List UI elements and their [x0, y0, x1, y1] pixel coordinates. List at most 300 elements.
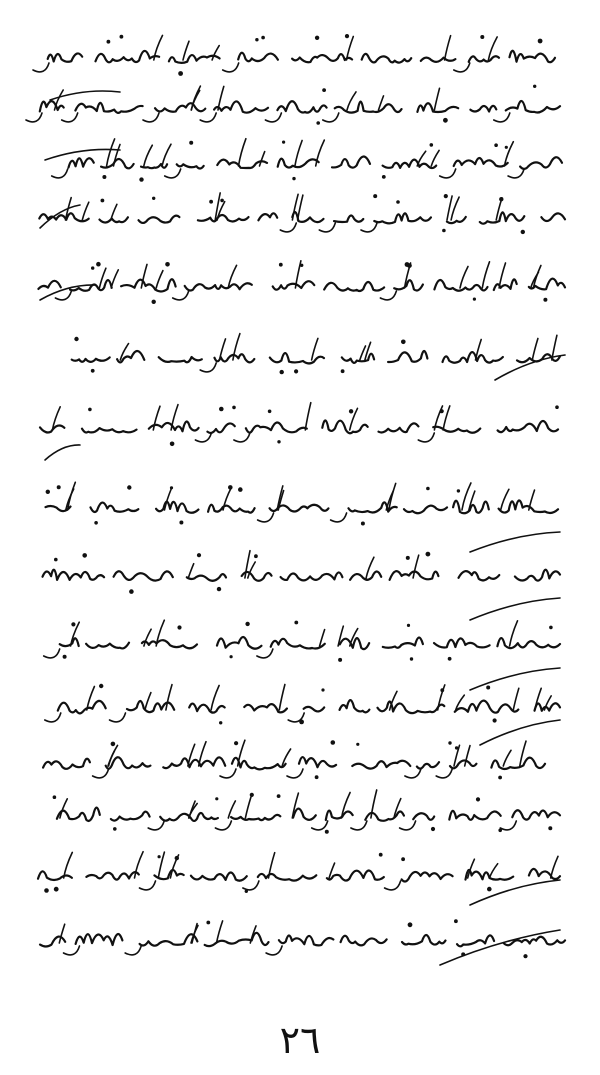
handwriting-line-1-word-4	[362, 54, 412, 63]
handwriting-line-2-word-9	[40, 101, 64, 111]
handwriting-dot	[476, 797, 480, 801]
handwriting-dot	[401, 857, 405, 861]
handwriting-line-7-word-4	[322, 420, 367, 433]
handwriting-dot	[74, 337, 78, 341]
handwriting-dot	[473, 298, 476, 301]
handwriting-line-14-word-8	[86, 872, 138, 879]
handwriting-dot	[178, 71, 183, 76]
handwriting-dot	[322, 88, 326, 92]
handwriting-dot	[129, 589, 134, 594]
handwriting-dot	[245, 890, 248, 893]
handwriting-descender	[52, 169, 68, 178]
handwriting-dot	[99, 684, 103, 688]
handwriting-descender	[173, 291, 189, 300]
handwriting-line-5-word-2	[494, 279, 517, 290]
handwriting-line-10-word-1	[497, 638, 560, 648]
handwriting-line-12-word-1	[491, 758, 545, 769]
handwriting-descender	[405, 769, 421, 778]
handwriting-line-15-word-1	[504, 937, 565, 945]
handwriting-line-11-word-3	[378, 702, 445, 714]
handwriting-dot	[407, 624, 410, 627]
handwriting-descender	[312, 821, 328, 830]
handwriting-dot	[494, 143, 498, 147]
handwriting-descender	[33, 63, 49, 72]
handwriting-dot	[57, 485, 61, 489]
handwriting-ascender	[156, 620, 164, 646]
handwriting-ascender	[239, 139, 246, 166]
handwriting-dot	[442, 229, 446, 233]
handwriting-line-11-word-2	[455, 701, 519, 713]
marginal-note-stroke-8	[470, 598, 560, 620]
handwriting-line-1-word-6	[238, 53, 278, 61]
handwriting-descender	[440, 169, 456, 178]
handwriting-dot	[197, 553, 201, 557]
handwriting-descender	[508, 169, 524, 178]
handwriting-descender	[200, 113, 216, 122]
handwriting-line-2-word-1	[506, 101, 560, 112]
handwriting-descender	[243, 881, 259, 890]
marginal-note-stroke-11	[470, 880, 560, 905]
handwriting-line-11-word-7	[189, 704, 225, 713]
handwriting-descender	[62, 113, 78, 122]
handwriting-line-10-word-3	[383, 638, 423, 648]
handwriting-ascender	[145, 693, 151, 710]
handwriting-ascender	[342, 793, 351, 819]
handwriting-descender	[331, 513, 347, 522]
handwriting-line-3-word-4	[332, 157, 370, 168]
handwriting-ascender	[316, 140, 325, 166]
handwriting-dot	[410, 657, 413, 660]
handwriting-descender	[220, 769, 236, 778]
handwriting-dot	[111, 742, 116, 747]
handwriting-line-4-word-1	[541, 213, 565, 221]
handwriting-line-15-word-6	[205, 933, 269, 946]
handwriting-dot	[405, 262, 410, 267]
handwriting-descender	[143, 113, 159, 122]
handwriting-line-12-word-6	[232, 758, 286, 770]
marginal-note-stroke-10	[480, 720, 560, 745]
handwriting-descender	[266, 946, 282, 955]
handwriting-dot	[431, 827, 435, 831]
handwriting-line-5-word-5	[324, 282, 384, 291]
handwriting-line-9-word-9	[43, 570, 105, 580]
handwriting-dot	[349, 409, 353, 413]
handwriting-dot	[331, 740, 336, 745]
handwriting-ascender	[503, 750, 511, 766]
handwriting-line-13-word-1	[512, 810, 560, 819]
handwriting-descender	[223, 63, 239, 72]
handwriting-line-1-word-1	[510, 51, 556, 62]
handwriting-dot	[487, 887, 492, 892]
handwriting-dot	[345, 34, 349, 38]
handwriting-line-12-word-7	[163, 757, 225, 768]
handwriting-descender	[258, 513, 274, 522]
handwriting-dot	[505, 146, 508, 149]
handwriting-line-4-word-9	[139, 216, 180, 223]
handwriting-line-3-word-7	[177, 164, 204, 168]
handwriting-line-9-word-1	[515, 570, 560, 581]
handwriting-ascender	[82, 202, 89, 220]
handwriting-dot	[316, 121, 320, 125]
handwriting-line-13-word-9	[111, 812, 150, 821]
handwriting-line-6-word-2	[443, 352, 503, 363]
handwriting-dot	[444, 194, 448, 198]
handwriting-line-7-word-6	[207, 423, 234, 433]
handwriting-descender	[26, 113, 42, 122]
handwriting-dot	[341, 369, 345, 373]
handwriting-line-15-word-2	[457, 935, 494, 946]
handwriting-dot	[179, 521, 183, 525]
handwriting-line-1-word-8	[96, 51, 160, 62]
handwriting-ascender	[305, 403, 311, 430]
handwriting-descender	[125, 946, 141, 955]
handwriting-descender	[323, 113, 339, 122]
handwriting-descender	[351, 821, 367, 830]
handwriting-line-6-word-4	[342, 354, 374, 363]
handwriting-descender	[215, 821, 231, 830]
handwriting-dot	[448, 741, 451, 744]
handwriting-dot	[277, 440, 280, 443]
handwriting-descender	[380, 291, 396, 300]
handwriting-line-4-word-2	[480, 212, 525, 223]
handwriting-line-10-word-4	[340, 638, 369, 649]
handwriting-dot	[189, 141, 193, 145]
handwriting-dot	[250, 793, 254, 797]
handwriting-line-4-word-11	[39, 213, 88, 221]
handwriting-dot	[165, 262, 170, 267]
handwriting-descender	[319, 223, 335, 232]
handwriting-dot	[245, 622, 249, 626]
handwriting-line-3-word-3	[383, 160, 437, 168]
handwriting-line-12-word-4	[352, 761, 410, 769]
handwriting-ascender	[460, 267, 468, 289]
handwriting-line-11-word-5	[304, 707, 325, 712]
handwriting-line-5-word-4	[394, 280, 423, 290]
handwriting-ascender	[188, 564, 193, 578]
handwriting-dot	[54, 887, 59, 892]
handwriting-line-15-word-3	[402, 935, 446, 945]
handwriting-dot	[523, 954, 527, 958]
handwriting-ascender	[162, 144, 171, 166]
handwriting-ascender	[111, 270, 118, 288]
handwriting-dot	[230, 655, 233, 658]
handwriting-line-7-word-2	[433, 427, 480, 433]
handwriting-dot	[158, 855, 161, 858]
handwriting-line-1-word-5	[292, 54, 352, 62]
handwriting-dot	[254, 554, 258, 558]
handwriting-line-15-word-8	[76, 934, 123, 945]
handwriting-dot	[361, 522, 365, 526]
handwriting-line-10-word-9	[60, 638, 79, 646]
handwriting-dot	[53, 795, 57, 799]
handwriting-ascender	[451, 197, 459, 220]
handwriting-line-7-word-7	[149, 422, 199, 432]
handwriting-line-13-word-7	[231, 815, 280, 820]
handwriting-line-10-word-8	[86, 643, 129, 649]
handwriting-line-15-word-7	[140, 934, 198, 945]
handwriting-line-8-word-1	[499, 500, 558, 513]
handwriting-line-13-word-3	[413, 813, 434, 820]
handwriting-dot	[401, 340, 406, 345]
handwriting-descender	[287, 769, 303, 778]
handwriting-dot	[88, 408, 92, 412]
handwriting-line-3-word-5	[278, 159, 319, 168]
marginal-note-stroke-9	[470, 668, 560, 690]
handwriting-line-8-word-6	[208, 505, 255, 513]
handwriting-line-7-word-1	[498, 421, 558, 432]
handwriting-ascender	[64, 852, 73, 878]
handwriting-ascender	[279, 685, 285, 711]
handwriting-dot	[315, 775, 319, 779]
handwriting-line-6-word-3	[388, 351, 427, 362]
handwriting-dot	[152, 197, 155, 200]
handwriting-dot	[548, 826, 552, 830]
handwriting-line-5-word-6	[273, 281, 315, 290]
handwriting-line-11-word-9	[58, 701, 106, 713]
handwriting-line-4-word-6	[292, 212, 323, 222]
handwriting-dot	[71, 622, 75, 626]
handwriting-descender	[165, 169, 181, 178]
handwriting-dot	[96, 262, 101, 267]
handwriting-ascender	[501, 489, 509, 510]
handwriting-ascender	[60, 799, 67, 818]
handwriting-descender	[64, 946, 80, 955]
handwriting-dot	[120, 35, 124, 39]
handwriting-line-3-word-9	[101, 159, 134, 168]
handwriting-line-8-word-3	[404, 506, 447, 514]
handwriting-ascender	[218, 86, 224, 110]
handwriting-dot	[219, 721, 222, 724]
handwriting-line-14-word-6	[191, 873, 247, 881]
handwriting-dot	[454, 919, 458, 923]
handwriting-ascender	[510, 621, 518, 646]
handwriting-line-2-word-5	[277, 101, 326, 112]
handwriting-descender	[280, 223, 296, 232]
handwriting-line-4-word-3	[447, 217, 466, 223]
handwriting-line-7-word-8	[82, 428, 137, 432]
handwriting-descender	[140, 881, 156, 890]
handwriting-line-14-word-4	[327, 871, 384, 881]
handwriting-ascender	[482, 262, 489, 288]
handwriting-descender	[195, 433, 211, 442]
handwriting-line-4-word-10	[100, 217, 128, 222]
handwriting-line-9-word-5	[281, 572, 343, 580]
handwriting-dot	[54, 558, 58, 562]
handwriting-dot	[498, 776, 502, 780]
handwriting-line-7-word-5	[246, 422, 307, 432]
handwriting-dot	[234, 741, 238, 745]
handwriting-line-8-word-8	[91, 503, 139, 512]
handwriting-dot	[538, 39, 543, 44]
handwriting-dot	[521, 230, 525, 234]
handwriting-descender	[110, 713, 126, 722]
handwriting-dot	[396, 200, 400, 204]
handwriting-dot	[170, 442, 175, 447]
handwriting-line-2-word-6	[214, 101, 268, 112]
handwriting-line-2-word-8	[75, 103, 142, 113]
handwriting-ascender	[347, 37, 354, 61]
handwriting-dot	[321, 688, 324, 691]
handwriting-dot	[63, 655, 67, 659]
handwriting-line-4-word-8	[198, 215, 249, 221]
handwriting-line-8-word-7	[156, 502, 198, 513]
handwriting-line-14-word-1	[529, 869, 560, 879]
handwriting-ascender	[156, 271, 163, 288]
handwriting-dot	[209, 200, 213, 204]
handwriting-line-13-word-2	[449, 811, 500, 820]
handwriting-descender	[385, 881, 401, 890]
handwriting-line-4-word-7	[258, 213, 277, 220]
handwriting-line-7-word-3	[379, 423, 419, 432]
handwriting-descender	[44, 649, 60, 658]
handwriting-ascender	[513, 688, 519, 710]
handwriting-dot	[255, 38, 258, 41]
marginal-note-stroke-12	[440, 930, 560, 965]
handwriting-line-6-word-5	[270, 353, 324, 363]
handwriting-dot	[46, 490, 50, 494]
handwriting-dot	[382, 175, 386, 179]
handwriting-dot	[261, 36, 265, 40]
handwriting-dot	[315, 36, 319, 40]
handwriting-dot	[280, 370, 284, 374]
handwriting-descender	[234, 433, 250, 442]
handwriting-dot	[139, 177, 143, 181]
handwriting-line-1-word-3	[421, 58, 456, 62]
handwriting-dot	[555, 405, 559, 409]
handwriting-ascender	[413, 555, 419, 578]
handwriting-line-13-word-5	[326, 811, 353, 820]
handwriting-dot	[426, 552, 431, 557]
handwriting-dot	[543, 298, 547, 302]
handwriting-ascender	[114, 145, 121, 167]
handwriting-dot	[533, 85, 536, 88]
handwriting-ascender	[505, 142, 514, 166]
handwriting-dot	[113, 827, 117, 831]
handwriting-line-2-word-7	[155, 103, 205, 112]
handwriting-ascender	[295, 141, 302, 167]
handwriting-ascender	[68, 482, 76, 510]
handwriting-dot	[426, 487, 430, 491]
handwriting-line-5-word-8	[121, 279, 176, 291]
handwriting-dot	[457, 489, 460, 492]
handwriting-line-10-word-2	[434, 638, 490, 647]
handwriting-line-12-word-9	[43, 759, 90, 769]
handwriting-dot	[455, 746, 458, 749]
handwriting-ascender	[245, 797, 251, 818]
handwriting-line-12-word-3	[417, 762, 439, 768]
handwriting-line-14-word-5	[258, 874, 317, 881]
handwriting-descender	[265, 113, 281, 122]
page-number: ٢٦	[279, 1018, 321, 1062]
handwriting-line-15-word-4	[341, 936, 387, 946]
handwriting-descender	[418, 433, 434, 442]
handwriting-line-5-word-7	[185, 283, 252, 290]
handwriting-dot	[219, 407, 224, 412]
handwriting-descender	[45, 713, 61, 722]
handwriting-dot	[44, 888, 49, 893]
handwriting-line-15-word-5	[279, 936, 334, 946]
handwriting-dot	[499, 197, 503, 201]
handwriting-dot	[480, 35, 484, 39]
handwriting-line-9-word-8	[114, 571, 173, 580]
handwriting-line-4-word-5	[334, 216, 363, 223]
handwriting-dot	[102, 175, 106, 179]
handwriting-ascender	[298, 195, 303, 220]
handwriting-dot	[292, 177, 295, 180]
handwriting-line-15-word-9	[40, 937, 65, 947]
handwriting-dot	[440, 409, 444, 413]
handwriting-line-3-word-2	[454, 158, 508, 167]
handwriting-ascender	[220, 339, 226, 360]
handwriting-ascender	[312, 338, 318, 360]
handwriting-dot	[94, 521, 98, 525]
handwriting-descender	[454, 63, 470, 72]
handwriting-dot	[325, 830, 329, 834]
handwriting-dot	[279, 263, 283, 267]
handwriting-ascender	[228, 801, 235, 818]
handwriting-dot	[82, 553, 87, 558]
handwriting-ascender	[445, 36, 451, 60]
handwriting-dot	[498, 829, 502, 833]
handwriting-line-14-word-3	[402, 872, 453, 882]
handwriting-descender	[494, 113, 510, 122]
handwriting-descender	[257, 649, 273, 658]
handwriting-dot	[448, 657, 452, 661]
handwriting-line-12-word-8	[106, 757, 151, 768]
handwriting-line-10-word-7	[142, 640, 197, 648]
marginal-note-stroke-7	[470, 532, 560, 552]
handwriting-dot	[443, 118, 448, 123]
handwriting-line-3-word-1	[520, 157, 562, 169]
handwriting-dot	[356, 743, 359, 746]
handwriting-ascender	[431, 150, 439, 166]
handwriting-line-14-word-9	[38, 871, 72, 880]
handwriting-line-3-word-10	[69, 158, 94, 167]
handwriting-dot	[107, 40, 111, 44]
handwriting-dot	[238, 487, 243, 492]
handwriting-ascender	[532, 339, 538, 361]
handwriting-dot	[220, 199, 224, 203]
handwriting-dot	[379, 853, 383, 857]
handwriting-ascender	[211, 686, 219, 711]
handwriting-dot	[206, 921, 210, 925]
handwriting-ascender	[144, 145, 153, 166]
handwriting-ascender	[434, 88, 439, 110]
handwriting-ascender	[533, 266, 541, 289]
handwriting-dot	[430, 143, 434, 147]
handwriting-dot	[152, 300, 156, 304]
handwriting-descender	[200, 363, 216, 372]
handwriting-dot	[408, 922, 413, 927]
handwriting-dot	[215, 797, 218, 800]
handwriting-dot	[277, 794, 281, 798]
handwriting-ascender	[111, 204, 117, 220]
handwriting-dot	[300, 264, 303, 267]
handwriting-dot	[493, 718, 497, 722]
handwriting-line-10-word-5	[271, 639, 325, 649]
handwriting-dot	[549, 626, 553, 630]
handwriting-dot	[170, 486, 173, 489]
handwriting-dot	[406, 556, 410, 560]
handwriting-dot	[440, 688, 444, 692]
handwriting-descender	[93, 769, 109, 778]
handwriting-ascender	[551, 856, 558, 878]
handwriting-dot	[127, 485, 131, 489]
handwriting-ascender	[260, 152, 265, 166]
handwriting-descender	[436, 769, 452, 778]
handwriting-ascender	[347, 92, 356, 110]
handwriting-ascender	[490, 864, 498, 878]
